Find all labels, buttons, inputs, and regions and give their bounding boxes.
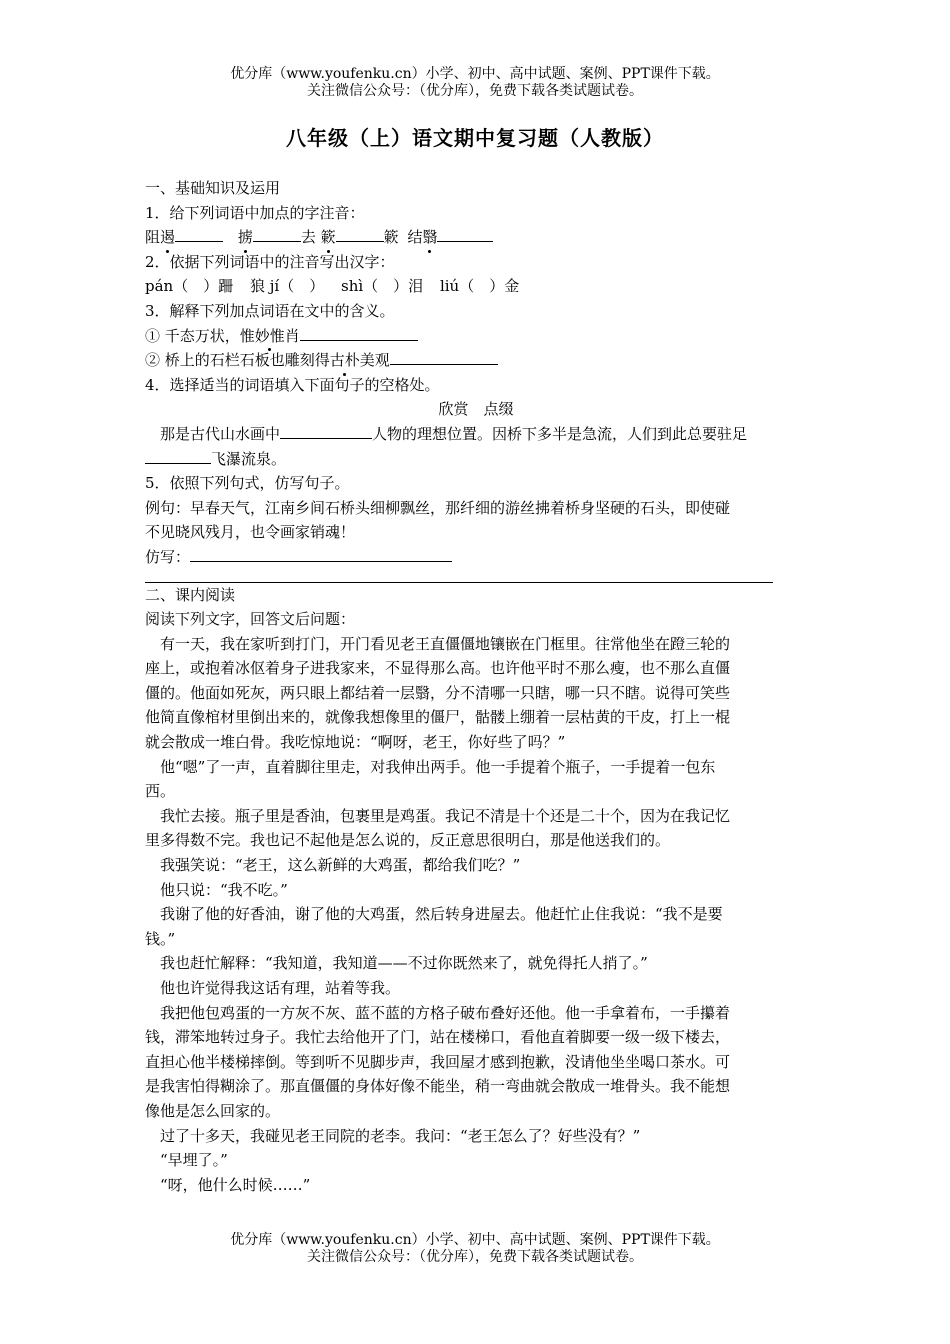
passage-line: 他也许觉得我这话有理，站着等我。 [160, 979, 401, 997]
pinyin-item: 狼 jí（ ） [250, 277, 325, 296]
q3-text: ① 千态万状， [145, 326, 240, 345]
footer-line-2: 关注微信公众号：（优分库），免费下载各类试题试卷。 [307, 1249, 643, 1265]
page-header-top [0, 66, 950, 100]
answer-blank[interactable] [253, 225, 301, 242]
document-body [145, 176, 807, 1197]
q4-text: 人物的理想位置。因桥下多半是急流，人们到此总要驻足 [372, 424, 748, 443]
passage-line: 钱，滞笨地转过身子。我忙去给他开了门，站在楼梯口，看他直着脚要一级一级下楼去， [145, 1028, 731, 1047]
reading-passage [145, 632, 807, 1198]
answer-blank[interactable] [175, 225, 223, 242]
q5-example-2: 不见晓风残月，也令画家销魂！ [145, 523, 356, 542]
passage-line: 是我害怕得糊涂了。那直僵僵的身体好像不能坐，稍一弯曲就会散成一堆骨头。我不能想 [145, 1077, 731, 1096]
passage-line: 钱。” [145, 929, 176, 948]
q1-word: 阻 [145, 228, 161, 247]
q3-item-1 [145, 324, 807, 349]
passage-line: 他“嗯”了一声，直着脚往里走，对我伸出两手。他一手提着个瓶子，一手提着一包东 [160, 757, 716, 776]
q1-items [145, 225, 807, 250]
footer-line-1: 优分库（www.youfenku.cn）小学、初中、高中试题、案例、PPT课件下载。 [230, 1232, 720, 1248]
q5-example-1: 例句：早春天气，江南乡间石桥头细柳飘丝，那纤细的游丝拂着桥身坚硬的石头，即使碰 [145, 498, 731, 517]
page-title: 八年级（上）语文期中复习题（人教版） [286, 126, 664, 150]
q1-word: 结 [407, 228, 423, 247]
passage-line: 就会散成一堆白骨。我吃惊地说：“啊呀，老王，你好些了吗？” [145, 733, 566, 752]
dotted-char: 簌 [321, 225, 336, 250]
q5-imitate [145, 545, 807, 570]
dotted-phrase: 古朴 [330, 348, 360, 373]
q3-item-2 [145, 348, 807, 373]
passage-line: 我谢了他的好香油，谢了他的大鸡蛋，然后转身进屋去。他赶忙止住我说：“我不是要 [160, 905, 723, 924]
dotted-char: 掳 [238, 225, 253, 250]
reading-intro: 阅读下列文字，回答文后问题： [145, 610, 356, 629]
passage-line: 他简直像棺材里倒出来的，就像我想像里的僵尸，骷髅上绷着一层枯黄的干皮，打上一棍 [145, 708, 731, 727]
q4-sentence [145, 422, 807, 447]
q2-items [145, 274, 807, 299]
q4-options: 欣赏 点缀 [438, 400, 514, 419]
passage-line: 僵的。他面如死灰，两只眼上都结着一层翳，分不清哪一只瞎，哪一只不瞎。说得可笑些 [145, 683, 731, 702]
q1-word: 去 [300, 228, 316, 247]
passage-line: 我强笑说：“老王，这么新鲜的大鸡蛋，都给我们吃？” [160, 856, 521, 875]
answer-blank[interactable] [280, 422, 372, 439]
q3-text: ② 桥上的石栏石板也雕刻得 [145, 351, 330, 370]
answer-line-full[interactable] [145, 570, 773, 583]
q1-prompt: 1．给下列词语中加点的字注音： [145, 203, 365, 222]
q2-prompt: 2．依据下列词语中的注音写出汉字： [145, 252, 395, 271]
answer-blank[interactable] [145, 447, 211, 464]
q4-sentence-cont [145, 447, 807, 472]
dotted-char: 遏 [160, 225, 175, 250]
q5-prompt: 5．依照下列句式，仿写句子。 [145, 474, 350, 493]
answer-blank[interactable] [300, 324, 418, 341]
answer-blank[interactable] [190, 545, 452, 562]
passage-line: 西。 [145, 782, 176, 801]
passage-line: 我忙去接。瓶子里是香油，包裹里是鸡蛋。我记不清是十个还是二十个，因为在我记忆 [160, 806, 731, 825]
pinyin-item: shì（ ）泪 [341, 277, 424, 296]
passage-line: 有一天，我在家听到打门，开门看见老王直僵僵地镶嵌在门框里。往常他坐在蹬三轮的 [160, 634, 731, 653]
q3-prompt: 3．解释下列加点词语在文中的含义。 [145, 301, 395, 320]
section-2-heading: 二、课内阅读 [145, 585, 236, 604]
answer-blank[interactable] [390, 348, 498, 365]
q4-text: 那是古代山水画中 [160, 424, 281, 443]
passage-line: 过了十多天，我碰见老王同院的老李。我问：“老王怎么了？好些没有？” [160, 1126, 641, 1145]
passage-line: 他只说：“我不吃。” [160, 880, 288, 899]
passage-line: 像他是怎么回家的。 [145, 1101, 281, 1120]
section-1-heading: 一、基础知识及运用 [145, 179, 281, 197]
answer-blank[interactable] [336, 225, 384, 242]
q4-prompt: 4．选择适当的词语填入下面句子的空格处。 [145, 375, 440, 394]
q5-text: 仿写： [145, 547, 191, 566]
q1-word: 簌 [383, 228, 399, 247]
passage-line: 座上，或抱着冰伛着身子进我家来，不显得那么高。也许他平时不那么瘦，也不那么直僵 [145, 659, 731, 678]
dotted-phrase: 惟妙惟肖 [240, 324, 300, 349]
pinyin-item: liú（ ）金 [439, 277, 520, 296]
page-footer [0, 1232, 950, 1266]
passage-line: 直担心他半楼梯摔倒。等到听不见脚步声，我回屋才感到抱歉，没请他坐坐喝口茶水。可 [145, 1052, 731, 1071]
answer-blank[interactable] [437, 225, 493, 242]
passage-line: 我把他包鸡蛋的一方灰不灰、蓝不蓝的方格子破布叠好还他。他一手拿着布，一手攥着 [160, 1003, 731, 1022]
pinyin-item: pán（ ）跚 [145, 277, 234, 296]
header-line-1: 优分库（www.youfenku.cn）小学、初中、高中试题、案例、PPT课件下载。 [230, 66, 720, 82]
passage-line: 我也赶忙解释：“我知道，我知道——不过你既然来了，就免得托人捎了。” [160, 954, 648, 973]
passage-line: 里多得数不完。我也记不起他是怎么说的，反正意思很明白，那是他送我们的。 [145, 831, 671, 850]
dotted-char: 翳 [422, 225, 437, 250]
header-line-2: 关注微信公众号：（优分库），免费下载各类试题试卷。 [307, 83, 643, 99]
passage-line: “呀，他什么时候……” [160, 1175, 311, 1194]
q4-text: 飞瀑流泉。 [211, 449, 287, 468]
passage-line: “早埋了。” [160, 1151, 228, 1170]
q3-text: 美观 [359, 351, 390, 370]
